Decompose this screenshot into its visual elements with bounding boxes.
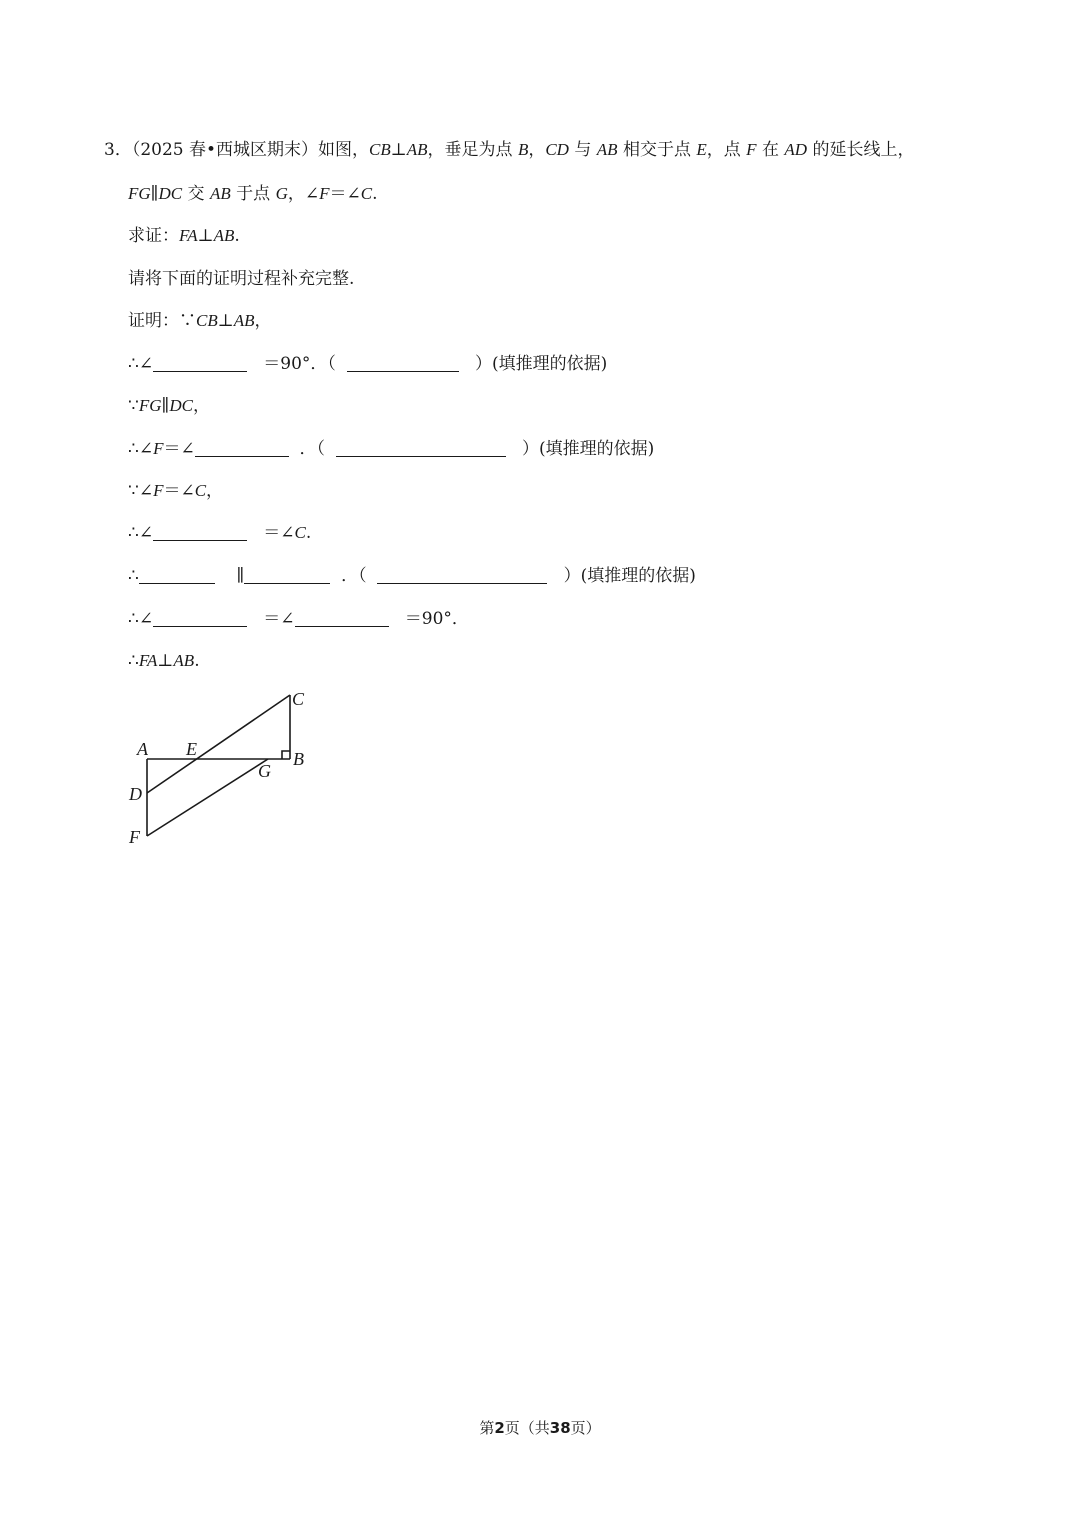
step-text: ∴∠ [128,523,154,543]
label-a: A [137,739,148,759]
step-text: ＝∠ [163,439,195,459]
prove-math: . [234,226,240,246]
step-text: ∵ [128,396,139,416]
proof-start [128,309,272,333]
step-text: ∴∠ [128,609,154,629]
step-text: . [194,651,200,671]
answer-blank-reason-2[interactable] [336,438,506,457]
step-text: ．（ [299,439,326,459]
stem-math: AB [209,184,231,203]
label-c: C [292,689,305,709]
answer-blank-line-1[interactable] [139,565,215,584]
proof-step-1 [128,352,607,376]
proof-step-8 [128,649,200,673]
step-text: ＝∠ [163,481,195,501]
label-d: D [129,784,142,804]
proof-step-4 [128,479,223,503]
proof-step-3 [128,437,654,461]
stem-text: 与 [568,140,597,160]
step-math: ⊥ [157,651,174,671]
step-text: ．（ [341,566,367,586]
step-text: ∴∠ [128,439,154,459]
proof-step-7 [128,607,469,631]
question-stem-line-1: 3．（2025 春•西城区期末）如图，CB⊥AB，垂足为点 B，CD 与 AB 相交于点 E，点 F 在 AD 的延长线上， [104,140,915,160]
proof-math: CB [196,311,218,330]
answer-blank-angle-5[interactable] [295,608,389,627]
proof-math: ， [254,311,272,331]
step-text: . [305,523,312,543]
stem-math: FG [128,184,151,203]
stem-math: B [517,140,529,159]
question-number: 3 [104,140,115,160]
stem-math: F [746,140,757,159]
stem-math: DC [158,184,183,203]
stem-text: ，点 [706,140,747,160]
step-math: C [194,481,207,500]
step-text: ∴ [128,566,139,586]
page-total: 38 [549,1419,571,1437]
stem-math: F [319,184,330,203]
stem-text: 如图， [318,140,370,160]
step-math: DC [169,396,193,415]
segment-fg [147,759,268,836]
question-source: （2025 春•西城区期末） [131,140,319,160]
stem-text: ， [528,140,546,160]
stem-math: E [696,140,707,159]
step-text: ＝90°．（ [263,354,336,374]
step-text: ＝∠ [263,523,295,543]
answer-blank-reason-1[interactable] [347,353,459,372]
stem-text: . [372,184,378,204]
label-b: B [293,749,304,769]
answer-blank-reason-3[interactable] [377,565,547,584]
answer-blank-angle-4[interactable] [153,608,247,627]
footer-text: 页） [570,1419,601,1437]
stem-text: 于点 [230,184,276,204]
stem-math: AB [406,140,428,159]
step-hint: ）(填推理的依据) [563,566,696,586]
step-text: ∴ [128,651,139,671]
stem-text: 的延长线上， [807,140,915,160]
answer-blank-angle-3[interactable] [153,522,247,541]
question-stem-line-2 [128,182,377,206]
prove-statement [128,224,240,248]
stem-text: 相交于点 [617,140,697,160]
proof-step-6 [128,564,696,588]
stem-text: ，∠ [287,184,320,204]
answer-blank-angle-2[interactable] [195,438,289,457]
step-text: ＝90°． [404,609,469,629]
footer-text: 页（共 [504,1419,550,1437]
step-math: C [294,523,306,542]
proof-math: AB [233,311,255,330]
stem-math: ⊥ [390,140,407,160]
prove-math: FA [179,226,198,245]
step-math: AB [173,651,195,670]
stem-text: 交 [182,184,210,204]
stem-math: CD [545,140,569,159]
prove-label: 求证： [128,226,179,246]
page-footer [0,1417,1080,1438]
step-math: ∥ [161,396,170,416]
right-angle-mark [282,751,290,759]
stem-math: AB [596,140,618,159]
step-math: FA [138,651,158,670]
label-g: G [258,761,271,781]
step-math: ∥ [236,566,245,586]
step-text: ， [192,396,210,416]
step-text: ＝∠ [263,609,295,629]
step-text: ∴∠ [128,354,154,374]
stem-text: ＝∠ [329,184,361,204]
proof-step-2 [128,394,210,418]
prove-math: ⊥ [197,226,214,246]
label-e: E [186,739,197,759]
step-math: F [153,481,164,500]
step-text: ∵∠ [128,481,154,501]
instruction: 请将下面的证明过程补充完整. [128,269,355,289]
stem-text: 在 [756,140,785,160]
stem-math: AD [784,140,808,159]
step-math: FG [138,396,162,415]
footer-text: 第 [479,1419,495,1437]
stem-text: ，垂足为点 [427,140,518,160]
answer-blank-angle-1[interactable] [153,353,247,372]
proof-math: ⊥ [217,311,234,331]
label-f: F [129,827,140,847]
stem-math: G [275,184,288,203]
step-hint: ）(填推理的依据) [522,439,655,459]
step-text: ， [206,481,224,501]
page-number: 2 [494,1419,505,1437]
prove-math: AB [213,226,235,245]
proof-label: 证明：∵ [128,311,196,331]
geometry-figure [120,685,320,855]
stem-math: C [360,184,373,203]
stem-math: ∥ [150,184,159,204]
proof-step-5 [128,521,311,545]
step-hint: ）(填推理的依据) [474,354,608,374]
step-math: F [153,439,164,458]
answer-blank-line-2[interactable] [244,565,330,584]
stem-math: CB [369,140,391,159]
